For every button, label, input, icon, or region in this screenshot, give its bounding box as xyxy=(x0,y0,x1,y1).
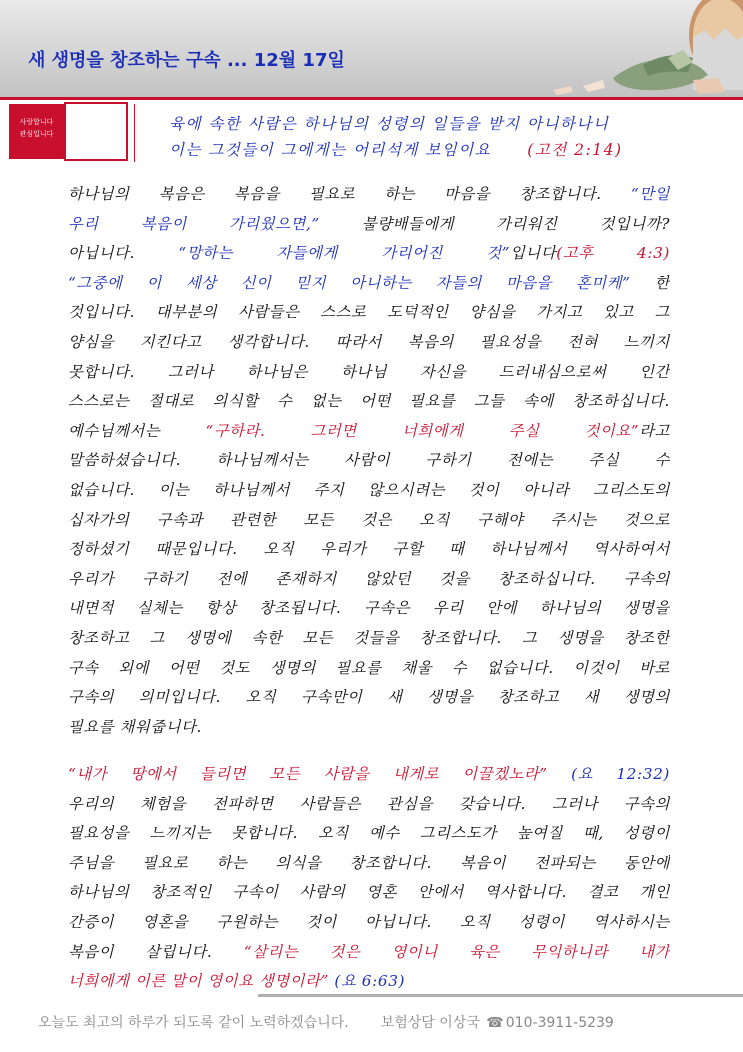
body-text-segment: 정하셨기 때문입니다. 오직 우리가 구할 때 하나님께서 역사하여서 xyxy=(68,540,670,559)
body-text-segment: 필요성을 느끼지는 못합니다. 오직 예수 그리스도가 높여질 때, 성령이 xyxy=(68,824,670,843)
body-text-segment: 구속의 의미입니다. 오직 구속만이 새 생명을 창조하고 새 생명의 xyxy=(68,688,670,707)
badge-line-2: 관심입니다 xyxy=(19,130,54,138)
side-badge xyxy=(9,104,64,159)
verse-line-2 xyxy=(169,138,623,160)
body-text-segment: 창조하고 그 생명에 속한 모든 것들을 창조합니다. 그 생명을 창조한 xyxy=(68,628,670,647)
text-line xyxy=(68,624,670,654)
body-text-segment: 것입니다. 대부분의 사람들은 스스로 도덕적인 양심을 가지고 있고 그 xyxy=(68,303,670,322)
verse-line-1: 육에 속한 사람은 하나님의 성령의 일들을 받지 아니하나니 xyxy=(169,115,610,133)
text-line xyxy=(68,594,670,624)
verse-line-2-text: 이는 그것들이 그에게는 어리석게 보임이요 xyxy=(169,141,492,159)
scripture-text: (요 6:63) xyxy=(328,972,406,991)
text-line xyxy=(68,239,670,269)
text-line xyxy=(68,967,670,997)
side-box xyxy=(64,102,128,161)
body-text-segment: 없습니다. 이는 하나님께서 주지 않으시려는 것이 아니라 그리스도의 xyxy=(68,480,670,499)
footer xyxy=(38,1012,614,1032)
verse-reference: (고전 2:14) xyxy=(527,141,623,159)
body-text-segment: 우리의 체험을 전파하면 사람들은 관심을 갖습니다. 그러나 구속의 xyxy=(68,794,670,813)
text-line xyxy=(68,938,670,968)
body-text-segment: 아닙니다. xyxy=(68,244,179,263)
text-line xyxy=(68,535,670,565)
scripture-text: “만일 xyxy=(630,185,670,203)
footer-divider xyxy=(258,994,743,997)
text-line xyxy=(68,387,670,417)
scripture-quote: (고후 4:3) xyxy=(556,244,670,263)
text-line xyxy=(68,908,670,938)
footer-motto: 오늘도 최고의 하루가 되도록 같이 노력하겠습니다. xyxy=(38,1015,349,1031)
body-text-segment: 하나님의 복음은 복음을 필요로 하는 마음을 창조합니다. xyxy=(68,185,631,203)
body-text-segment: 예수님께서는 xyxy=(68,421,206,440)
text-line xyxy=(68,790,670,820)
text-line xyxy=(68,565,670,595)
body-text-segment: 스스로는 절대로 의식할 수 없는 어떤 필요를 그들 속에 창조하십니다. xyxy=(68,392,670,411)
text-line xyxy=(68,654,670,684)
header-divider xyxy=(0,97,743,100)
body-text-segment: 못합니다. 그러나 하나님은 하나님 자신을 드러내심으로써 인간 xyxy=(68,362,670,381)
phone-icon: ☎ xyxy=(486,1015,504,1031)
text-line xyxy=(68,328,670,358)
text-line xyxy=(68,210,670,240)
body-text-segment: 우리가 구하기 전에 존재하지 않았던 것을 창조하십니다. 구속의 xyxy=(68,569,670,588)
text-line xyxy=(68,446,670,476)
body-text-segment: 라고 xyxy=(639,421,670,440)
scripture-quote: “내가 땅에서 들리면 모든 사람을 내게로 이끌겠노라” xyxy=(68,765,548,783)
text-line xyxy=(68,476,670,506)
paragraph-2 xyxy=(68,760,670,997)
body-text-segment: 간증이 영혼을 구원하는 것이 아닙니다. 오직 성령이 역사하시는 xyxy=(68,912,670,931)
cracked-egg-money-illustration xyxy=(493,0,743,97)
body-text-segment: 내면적 실체는 항상 창조됩니다. 구속은 우리 안에 하나님의 생명을 xyxy=(68,599,670,618)
paragraph-1 xyxy=(68,180,670,742)
text-line xyxy=(68,819,670,849)
body-text-segment: 구속 외에 어떤 것도 생명의 필요를 채울 수 없습니다. 이것이 바로 xyxy=(68,658,670,677)
text-line xyxy=(68,269,670,299)
scripture-quote: 너희에게 이른 말이 영이요 생명이라” xyxy=(68,972,329,991)
text-line xyxy=(68,878,670,908)
header-banner xyxy=(0,0,743,97)
scripture-text: “망하는 자들에게 가리어진 것” xyxy=(178,244,511,263)
scripture-quote: “구하라. 그러면 너희에게 주실 것이요” xyxy=(205,421,640,440)
text-line xyxy=(68,683,670,713)
body-text-segment: 불량배들에게 가리워진 것입니까? xyxy=(319,214,670,233)
text-line xyxy=(68,713,670,743)
body-text-segment: 십자가의 구속과 관련한 모든 것은 오직 구해야 주시는 것으로 xyxy=(68,510,670,529)
body-text-segment: 하나님의 창조적인 구속이 사람의 영혼 안에서 역사합니다. 결코 개인 xyxy=(68,883,670,902)
text-line xyxy=(68,760,670,790)
body-text-segment: 복음이 살립니다. xyxy=(68,942,244,961)
page-title: 새 생명을 창조하는 구속 ... 12월 17일 xyxy=(28,50,345,71)
text-line xyxy=(68,849,670,879)
scripture-text: “그중에 이 세상 신이 믿지 아니하는 자들의 마음을 혼미케” xyxy=(68,273,631,292)
scripture-quote: “살리는 것은 영이니 육은 무익하니라 내가 xyxy=(243,942,670,961)
scripture-text: 우리 복음이 가리웠으면,” xyxy=(68,214,320,233)
text-line xyxy=(68,506,670,536)
text-line xyxy=(68,358,670,388)
badge-line-1: 사랑합니다 xyxy=(19,118,54,126)
text-line xyxy=(68,417,670,447)
body-text-segment: 한 xyxy=(630,273,670,292)
body-text-segment: 말씀하셨습니다. 하나님께서는 사람이 구하기 전에는 주실 수 xyxy=(68,451,670,470)
verse-box xyxy=(134,104,734,162)
scripture-text: (요 12:32) xyxy=(547,765,670,783)
body-text-segment: 양심을 지킨다고 생각합니다. 따라서 복음의 필요성을 전혀 느끼지 xyxy=(68,332,670,351)
body-text-segment: 주님을 필요로 하는 의식을 창조합니다. 복음이 전파되는 동안에 xyxy=(68,853,670,872)
text-line xyxy=(68,298,670,328)
text-line xyxy=(68,180,670,210)
body-text-segment: 입니다 xyxy=(510,244,557,263)
footer-phone: 010-3911-5239 xyxy=(505,1015,614,1031)
body-text-segment: 필요를 채워줍니다. xyxy=(68,717,202,736)
footer-agent: 보험상담 이상국 xyxy=(380,1015,480,1031)
